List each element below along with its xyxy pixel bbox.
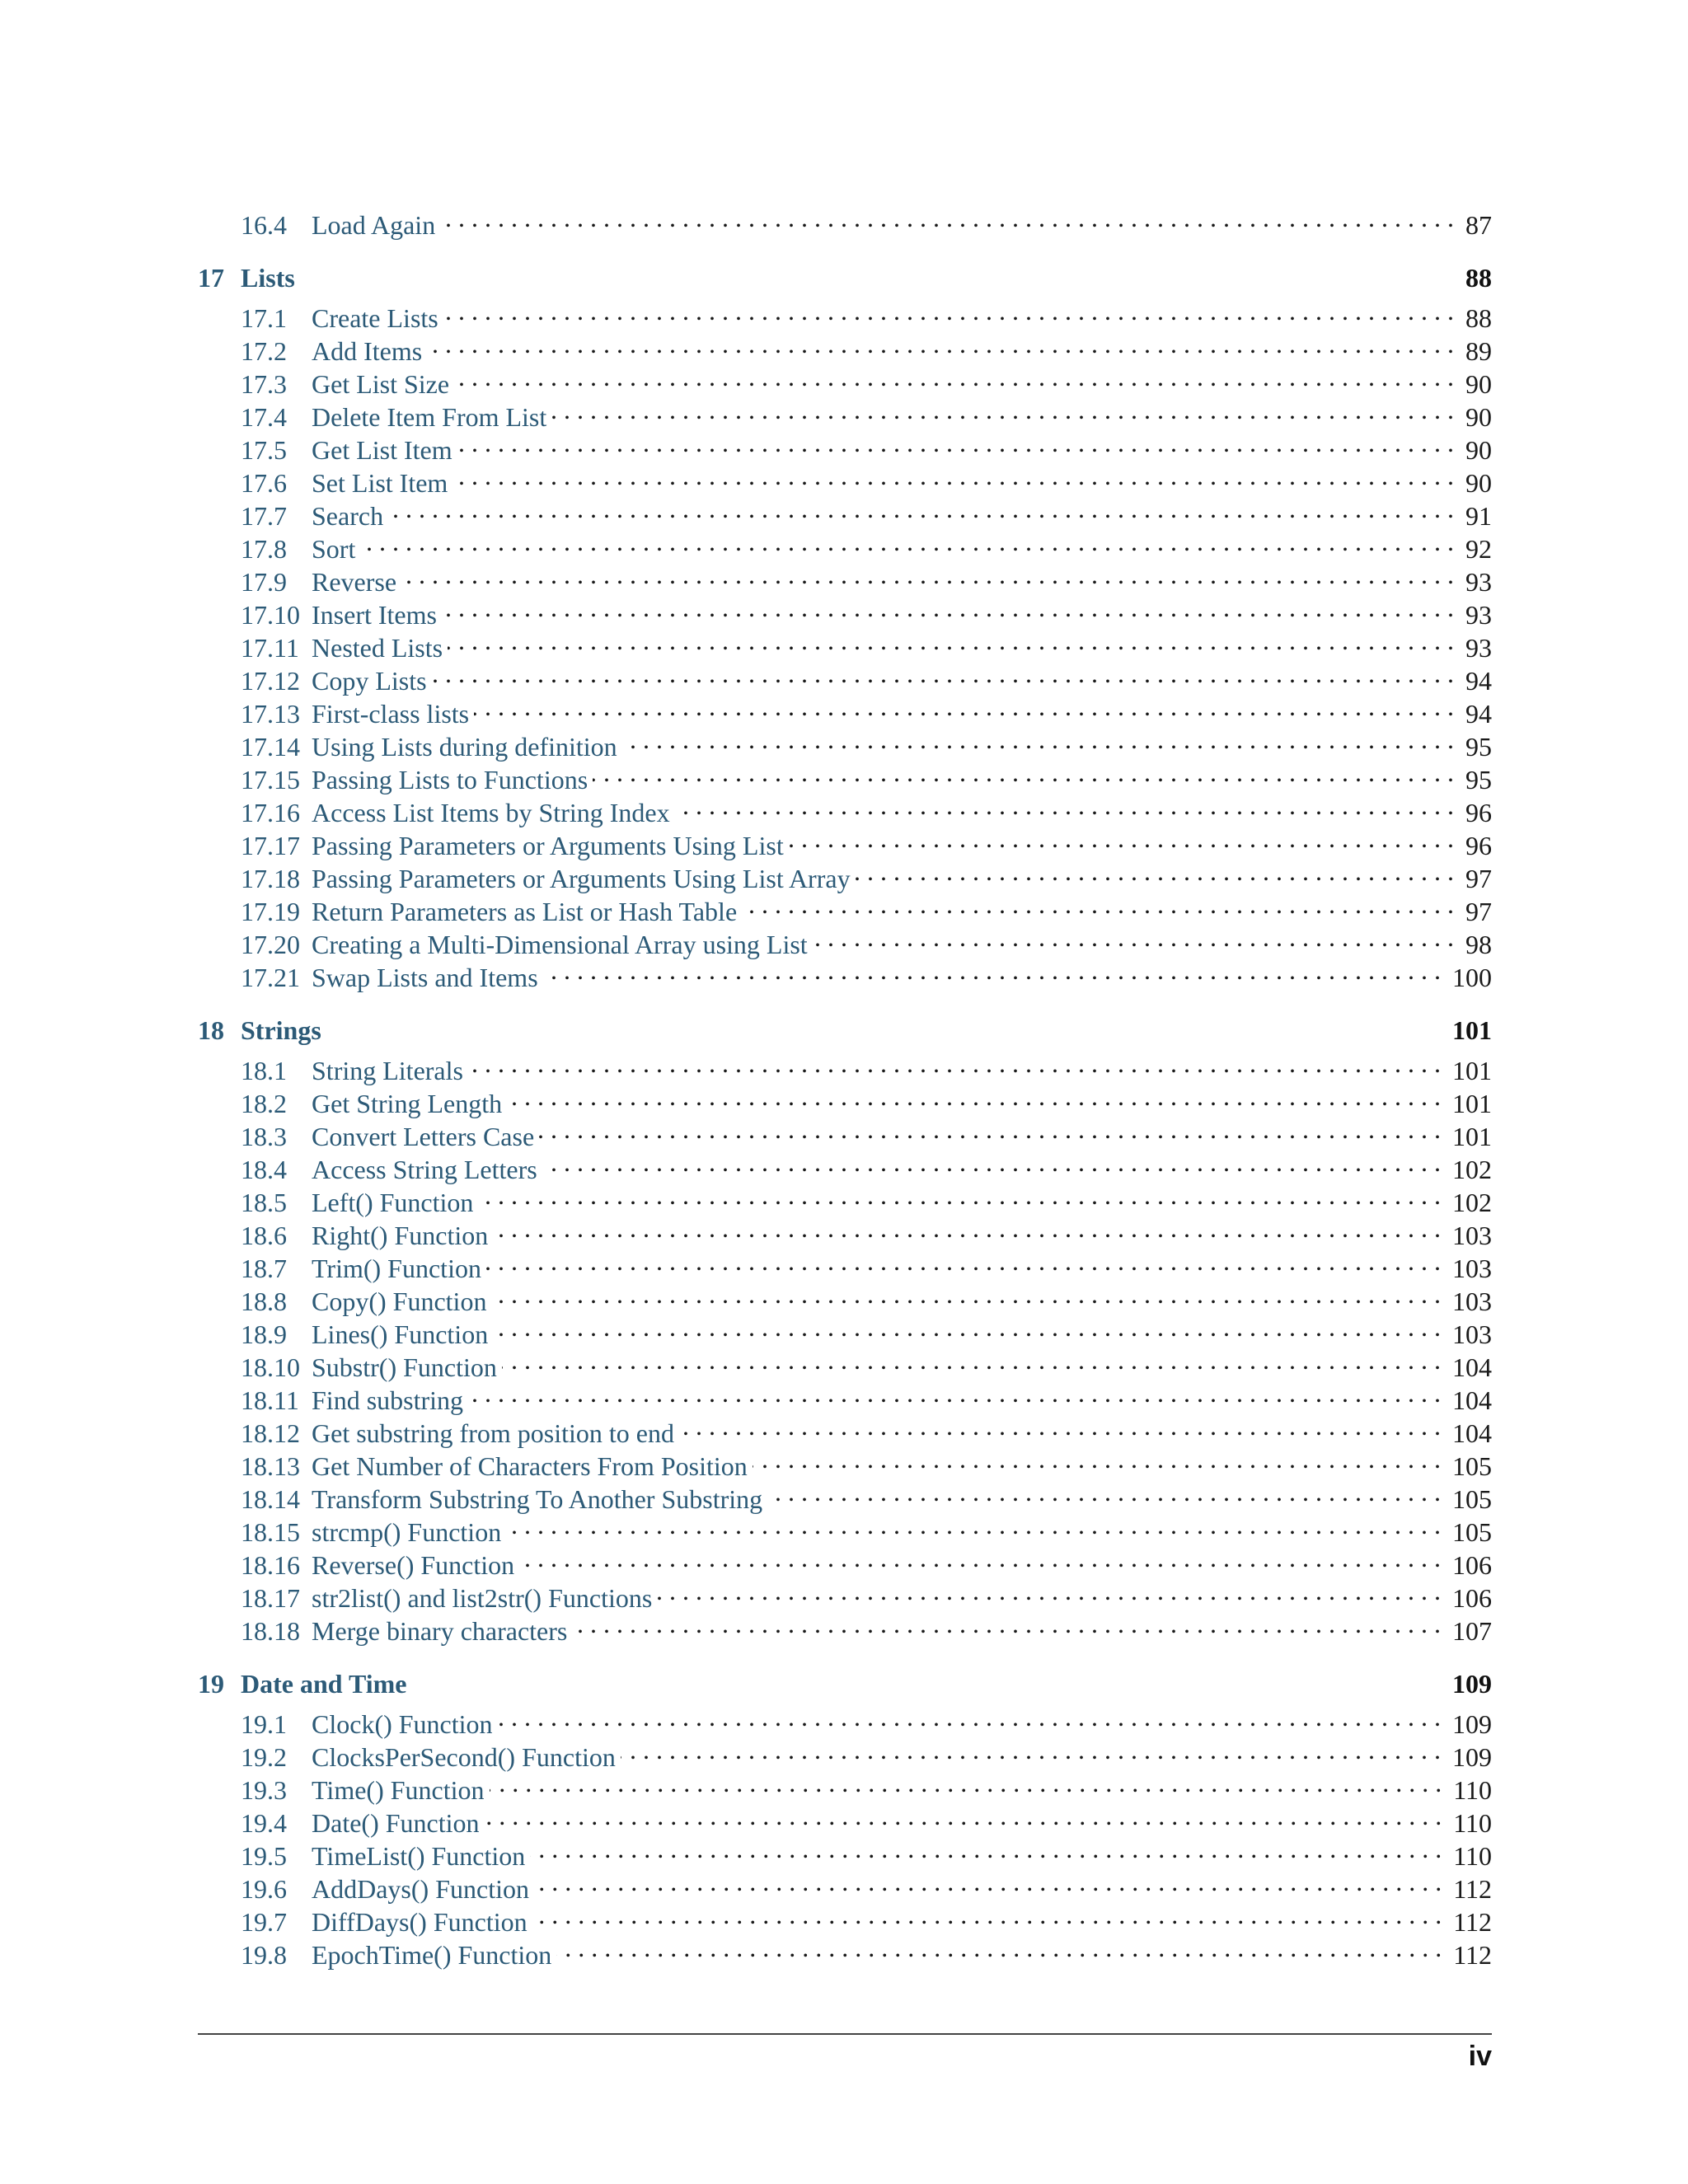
toc-entry-title[interactable]: Lists — [241, 263, 295, 293]
dot-leader — [427, 327, 1465, 360]
toc-entry-title[interactable]: Create Lists — [312, 303, 438, 333]
toc-entry-title[interactable]: Access String Letters — [312, 1155, 537, 1184]
toc-entry-number: 18.2 — [241, 1089, 287, 1118]
dot-leader — [432, 657, 1465, 690]
toc-entry-page: 95 — [1465, 732, 1492, 762]
toc-entry-number: 18.7 — [241, 1254, 287, 1283]
toc-entry-number: 17.5 — [241, 435, 287, 465]
dot-leader — [485, 1799, 1454, 1832]
toc-entry-number: 17.2 — [241, 336, 287, 366]
toc-entry-number: 17.10 — [241, 600, 300, 630]
toc-entry-title[interactable]: DiffDays() Function — [312, 1907, 528, 1937]
toc-entry-title[interactable]: Reverse() Function — [312, 1550, 515, 1580]
toc-entry-title[interactable]: Set List Item — [312, 468, 448, 498]
toc-entry-number: 19.2 — [241, 1742, 287, 1772]
toc-entry-page: 103 — [1452, 1254, 1492, 1283]
toc-entry-number: 17.18 — [241, 864, 300, 893]
toc-section-entry[interactable] — [198, 558, 1492, 597]
toc-entry-title[interactable]: Find substring — [312, 1385, 464, 1415]
dot-leader — [490, 1766, 1454, 1799]
toc-entry-title[interactable]: Sort — [312, 534, 356, 564]
toc-chapter-entry[interactable] — [198, 1014, 1492, 1047]
dot-leader — [388, 492, 1465, 525]
toc-entry-number: 19.3 — [241, 1775, 287, 1805]
toc-entry-number: 17.21 — [241, 963, 300, 992]
page-number: iv — [1468, 2041, 1492, 2072]
toc-entry-number: 16.4 — [241, 210, 287, 240]
toc-entry-title[interactable]: AddDays() Function — [312, 1874, 529, 1904]
dot-leader — [519, 1541, 1452, 1574]
dot-leader — [498, 1700, 1452, 1733]
toc-entry-page: 100 — [1452, 963, 1492, 992]
toc-entry-title[interactable]: Copy Lists — [312, 666, 427, 696]
toc-entry-number: 19.6 — [241, 1874, 287, 1904]
toc-entry-title[interactable]: Get List Size — [312, 369, 450, 399]
toc-entry-page: 110 — [1453, 1841, 1492, 1871]
toc-entry-title[interactable]: Get List Item — [312, 435, 452, 465]
dot-leader — [657, 1574, 1452, 1607]
dot-leader — [452, 459, 1465, 492]
toc-entry-number: 18.8 — [241, 1286, 287, 1316]
toc-entry-number: 18.9 — [241, 1319, 287, 1349]
toc-entry-title[interactable]: Swap Lists and Items — [312, 963, 538, 992]
dot-leader — [448, 624, 1465, 657]
toc-entry-page: 95 — [1465, 765, 1492, 794]
toc-entry-number: 17.9 — [241, 567, 287, 597]
dot-leader — [502, 1343, 1452, 1376]
toc-entry-title[interactable]: Delete Item From List — [312, 402, 547, 432]
toc-entry-page: 90 — [1465, 435, 1492, 465]
toc-entry-number: 18.18 — [241, 1616, 300, 1646]
toc-entry-number: 17.7 — [241, 501, 287, 531]
toc-entry-title[interactable]: String Literals — [312, 1056, 463, 1085]
toc-entry-title[interactable]: Trim() Function — [312, 1254, 481, 1283]
toc-entry-page: 87 — [1465, 210, 1492, 240]
dot-leader — [679, 1409, 1452, 1442]
dot-leader — [401, 558, 1465, 591]
toc-entry-title[interactable]: Get Number of Characters From Position — [312, 1451, 748, 1481]
table-of-contents — [198, 201, 1492, 1970]
toc-entry-page: 110 — [1453, 1775, 1492, 1805]
toc-entry-page: 109 — [1452, 1709, 1492, 1739]
toc-entry-page: 106 — [1452, 1583, 1492, 1613]
toc-entry-title[interactable]: Nested Lists — [312, 633, 443, 663]
footer-divider — [198, 2033, 1492, 2035]
toc-entry-page: 94 — [1465, 699, 1492, 729]
toc-entry-title[interactable]: First-class lists — [312, 699, 470, 729]
toc-entry-title[interactable]: Right() Function — [312, 1221, 489, 1250]
toc-entry-page: 97 — [1465, 864, 1492, 893]
toc-entry-number: 18.17 — [241, 1583, 300, 1613]
toc-entry-page: 106 — [1452, 1550, 1492, 1580]
dot-leader — [593, 756, 1465, 789]
dot-leader — [443, 294, 1465, 327]
toc-entry-page: 105 — [1452, 1517, 1492, 1547]
toc-entry-title[interactable]: Creating a Multi-Dimensional Array using List — [312, 930, 808, 959]
toc-entry-page: 90 — [1465, 402, 1492, 432]
toc-entry-number: 17.13 — [241, 699, 300, 729]
dot-leader — [491, 1277, 1452, 1310]
dot-leader — [457, 426, 1465, 459]
toc-entry-number: 17.15 — [241, 765, 300, 794]
dot-leader — [753, 1442, 1452, 1475]
dot-leader — [532, 1898, 1454, 1931]
toc-entry-page: 109 — [1452, 1669, 1492, 1699]
toc-entry-page: 102 — [1452, 1155, 1492, 1184]
toc-entry-title[interactable]: Strings — [241, 1015, 321, 1045]
toc-entry-page: 104 — [1452, 1385, 1492, 1415]
dot-leader — [493, 1212, 1452, 1244]
dot-leader — [440, 201, 1465, 234]
toc-entry-page: 90 — [1465, 369, 1492, 399]
toc-entry-page: 112 — [1453, 1907, 1492, 1937]
toc-entry-title[interactable]: Search — [312, 501, 384, 531]
toc-section-entry[interactable] — [198, 525, 1492, 564]
toc-entry-number: 18.10 — [241, 1352, 300, 1382]
toc-entry-number: 17.17 — [241, 831, 300, 860]
toc-entry-title[interactable]: Clock() Function — [312, 1709, 493, 1739]
toc-entry-number: 17.12 — [241, 666, 300, 696]
dot-leader — [468, 1376, 1452, 1409]
toc-entry-page: 110 — [1453, 1808, 1492, 1838]
dot-leader — [856, 855, 1465, 888]
toc-entry-title[interactable]: Time() Function — [312, 1775, 485, 1805]
toc-entry-page: 107 — [1452, 1616, 1492, 1646]
toc-entry-page: 104 — [1452, 1352, 1492, 1382]
toc-entry-title[interactable]: Transform Substring To Another Substring — [312, 1484, 763, 1514]
toc-entry-number: 18.6 — [241, 1221, 287, 1250]
dot-leader — [813, 921, 1465, 954]
toc-entry-number: 18.3 — [241, 1122, 287, 1151]
toc-entry-title[interactable]: Passing Lists to Functions — [312, 765, 588, 794]
toc-entry-page: 112 — [1453, 1940, 1492, 1970]
dot-leader — [675, 789, 1465, 822]
toc-entry-title[interactable]: Return Parameters as List or Hash Table — [312, 897, 738, 926]
toc-entry-number: 18.14 — [241, 1484, 300, 1514]
toc-entry-page: 105 — [1452, 1451, 1492, 1481]
toc-entry-number: 18.11 — [241, 1385, 299, 1415]
toc-entry-page: 103 — [1452, 1286, 1492, 1316]
toc-entry-page: 101 — [1452, 1122, 1492, 1151]
toc-entry-title[interactable]: Add Items — [312, 336, 423, 366]
toc-entry-page: 93 — [1465, 600, 1492, 630]
toc-entry-number: 18 — [198, 1015, 224, 1045]
dot-leader — [454, 360, 1465, 393]
dot-leader — [530, 1832, 1453, 1865]
dot-leader — [468, 1047, 1452, 1080]
dot-leader — [622, 723, 1465, 756]
dot-leader — [478, 1179, 1452, 1212]
toc-entry-number: 18.4 — [241, 1155, 287, 1184]
toc-entry-title[interactable]: Access List Items by String Index — [312, 798, 670, 827]
toc-entry-page: 88 — [1465, 303, 1492, 333]
dot-leader — [442, 591, 1465, 624]
toc-entry-number: 19.1 — [241, 1709, 287, 1739]
toc-entry-page: 104 — [1452, 1418, 1492, 1448]
toc-entry-page: 97 — [1465, 897, 1492, 926]
toc-entry-page: 102 — [1452, 1188, 1492, 1217]
toc-entry-number: 19 — [198, 1669, 224, 1699]
toc-entry-number: 17.14 — [241, 732, 300, 762]
toc-section-entry[interactable] — [198, 1700, 1492, 1739]
toc-entry-page: 96 — [1465, 831, 1492, 860]
toc-entry-title[interactable]: ClocksPerSecond() Function — [312, 1742, 616, 1772]
toc-entry-page: 92 — [1465, 534, 1492, 564]
toc-chapter-entry[interactable] — [198, 261, 1492, 294]
toc-entry-number: 18.13 — [241, 1451, 300, 1481]
toc-entry-page: 101 — [1452, 1015, 1492, 1045]
toc-entry-page: 103 — [1452, 1319, 1492, 1349]
toc-entry-title[interactable]: EpochTime() Function — [312, 1940, 552, 1970]
toc-entry-title[interactable]: Using Lists during definition — [312, 732, 617, 762]
dot-leader — [539, 1113, 1452, 1146]
toc-entry-title[interactable]: Date and Time — [241, 1669, 407, 1699]
toc-entry-page: 90 — [1465, 468, 1492, 498]
toc-entry-title[interactable]: strcmp() Function — [312, 1517, 502, 1547]
toc-entry-title[interactable]: Merge binary characters — [312, 1616, 568, 1646]
dot-leader — [542, 1146, 1452, 1179]
toc-entry-page: 101 — [1452, 1089, 1492, 1118]
toc-entry-title[interactable]: Get String Length — [312, 1089, 503, 1118]
dot-leader — [572, 1607, 1452, 1640]
dot-leader — [556, 1931, 1453, 1964]
dot-leader — [507, 1080, 1452, 1113]
dot-leader — [493, 1310, 1452, 1343]
toc-entry-number: 18.16 — [241, 1550, 300, 1580]
toc-entry-number: 17.20 — [241, 930, 300, 959]
toc-entry-number: 17.1 — [241, 303, 287, 333]
toc-entry-page: 93 — [1465, 567, 1492, 597]
dot-leader — [506, 1508, 1452, 1541]
toc-entry-number: 17.3 — [241, 369, 287, 399]
dot-leader — [534, 1865, 1453, 1898]
toc-entry-number: 17.4 — [241, 402, 287, 432]
toc-entry-number: 17.16 — [241, 798, 300, 827]
toc-entry-title[interactable]: Left() Function — [312, 1188, 474, 1217]
toc-entry-title[interactable]: Convert Letters Case — [312, 1122, 535, 1151]
toc-entry-number: 18.5 — [241, 1188, 287, 1217]
toc-entry-page: 98 — [1465, 930, 1492, 959]
dot-leader — [789, 822, 1465, 855]
toc-entry-title[interactable]: Insert Items — [312, 600, 437, 630]
toc-entry-title[interactable]: TimeList() Function — [312, 1841, 526, 1871]
dot-leader — [767, 1475, 1452, 1508]
dot-leader — [543, 954, 1452, 987]
toc-entry-number: 17.8 — [241, 534, 287, 564]
toc-entry-page: 96 — [1465, 798, 1492, 827]
dot-leader — [486, 1244, 1452, 1277]
toc-section-entry[interactable] — [198, 201, 1492, 240]
dot-leader — [474, 690, 1465, 723]
toc-section-entry[interactable] — [198, 1047, 1492, 1085]
dot-leader — [551, 393, 1465, 426]
toc-section-entry[interactable] — [198, 294, 1492, 333]
toc-entry-number: 17 — [198, 263, 224, 293]
toc-entry-number: 19.7 — [241, 1907, 287, 1937]
toc-entry-page: 105 — [1452, 1484, 1492, 1514]
dot-leader — [360, 525, 1465, 558]
toc-entry-page: 94 — [1465, 666, 1492, 696]
toc-entry-title[interactable]: Date() Function — [312, 1808, 480, 1838]
toc-entry-number: 17.6 — [241, 468, 287, 498]
toc-entry-number: 19.8 — [241, 1940, 287, 1970]
toc-section-entry[interactable] — [198, 492, 1492, 531]
toc-entry-number: 19.4 — [241, 1808, 287, 1838]
toc-entry-number: 19.5 — [241, 1841, 287, 1871]
toc-entry-title[interactable]: Passing Parameters or Arguments Using List Array — [312, 864, 851, 893]
toc-entry-title[interactable]: Reverse — [312, 567, 397, 597]
toc-entry-page: 101 — [1452, 1056, 1492, 1085]
toc-entry-number: 18.12 — [241, 1418, 300, 1448]
toc-entry-title[interactable]: str2list() and list2str() Functions — [312, 1583, 653, 1613]
toc-entry-page: 103 — [1452, 1221, 1492, 1250]
toc-entry-number: 17.19 — [241, 897, 300, 926]
toc-entry-number: 18.1 — [241, 1056, 287, 1085]
toc-entry-number: 18.15 — [241, 1517, 300, 1547]
toc-entry-page: 93 — [1465, 633, 1492, 663]
toc-entry-page: 112 — [1453, 1874, 1492, 1904]
toc-entry-number: 17.11 — [241, 633, 299, 663]
toc-entry-page: 91 — [1465, 501, 1492, 531]
toc-entry-title[interactable]: Load Again — [312, 210, 436, 240]
dot-leader — [621, 1733, 1452, 1766]
toc-chapter-entry[interactable] — [198, 1667, 1492, 1700]
toc-entry-title[interactable]: Passing Parameters or Arguments Using List — [312, 831, 784, 860]
dot-leader — [742, 888, 1465, 921]
toc-entry-page: 109 — [1452, 1742, 1492, 1772]
toc-entry-title[interactable]: Lines() Function — [312, 1319, 489, 1349]
toc-entry-title[interactable]: Copy() Function — [312, 1286, 487, 1316]
toc-entry-page: 88 — [1465, 263, 1492, 293]
toc-entry-title[interactable]: Get substring from position to end — [312, 1418, 674, 1448]
toc-entry-title[interactable]: Substr() Function — [312, 1352, 497, 1382]
toc-entry-page: 89 — [1465, 336, 1492, 366]
